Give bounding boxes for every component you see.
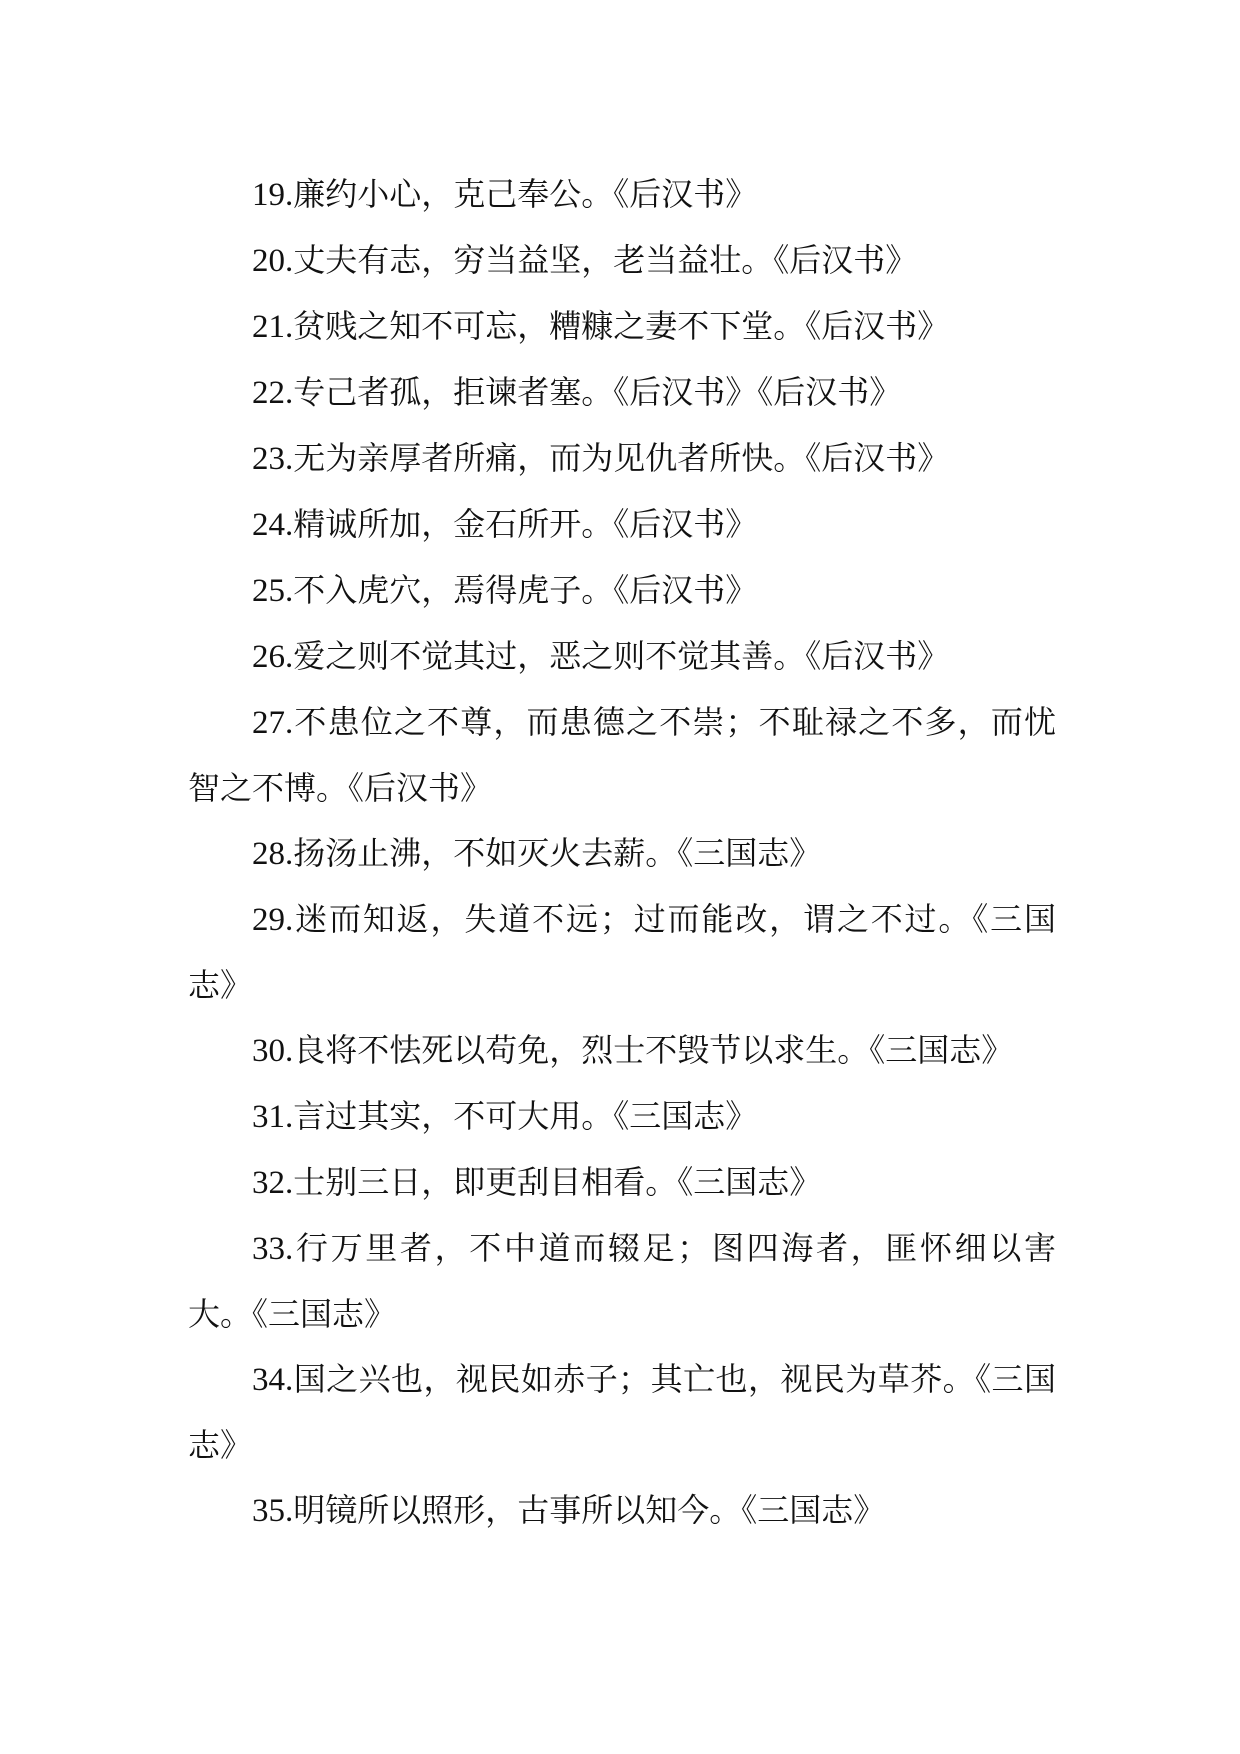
- quote-number: 26.: [252, 639, 294, 675]
- quote-item: [188, 624, 1056, 690]
- quote-text: 言过其实，不可大用。《三国志》: [293, 1097, 758, 1135]
- quote-text: 精诚所加，金石所开。《后汉书》: [293, 505, 758, 543]
- quote-number: 21.: [252, 309, 294, 345]
- quote-number: 28.: [252, 836, 294, 872]
- quote-item: [188, 1216, 1056, 1347]
- quote-number: 27.: [252, 705, 294, 741]
- quote-number: 24.: [252, 507, 294, 543]
- quote-text: 不入虎穴，焉得虎子。《后汉书》: [293, 571, 758, 609]
- quote-text: 士别三日，即更刮目相看。《三国志》: [293, 1163, 822, 1201]
- quote-item: [188, 1084, 1056, 1150]
- quote-text: 贫贱之知不可忘，糟糠之妻不下堂。《后汉书》: [293, 307, 950, 345]
- quote-text: 国之兴也，视民如赤子；其亡也，视民为草芥。《三国志》: [188, 1360, 1056, 1464]
- quote-item: [188, 426, 1056, 492]
- quote-text: 无为亲厚者所痛，而为见仇者所快。《后汉书》: [293, 439, 950, 477]
- quote-number: 29.: [252, 902, 294, 938]
- quote-item: [188, 558, 1056, 624]
- quote-text: 明镜所以照形，古事所以知今。《三国志》: [293, 1491, 886, 1529]
- quote-item: [188, 887, 1056, 1018]
- quote-number: 20.: [252, 243, 294, 279]
- quote-number: 35.: [252, 1493, 294, 1529]
- quote-number: 22.: [252, 375, 294, 411]
- quote-item: [188, 1478, 1056, 1544]
- quote-text: 爱之则不觉其过，恶之则不觉其善。《后汉书》: [293, 637, 950, 675]
- quote-item: [188, 1347, 1056, 1478]
- quote-number: 34.: [252, 1362, 294, 1398]
- quote-number: 31.: [252, 1099, 294, 1135]
- quote-number: 25.: [252, 573, 294, 609]
- quote-item: [188, 162, 1056, 228]
- quote-text: 迷而知返，失道不远；过而能改，谓之不过。《三国志》: [188, 900, 1056, 1004]
- quote-number: 32.: [252, 1165, 294, 1201]
- quote-list: [188, 162, 1056, 1544]
- quote-item: [188, 1018, 1056, 1084]
- quote-text: 行万里者，不中道而辍足；图四海者，匪怀细以害大。《三国志》: [188, 1229, 1056, 1333]
- quote-item: [188, 360, 1056, 426]
- quote-item: [188, 821, 1056, 887]
- quote-item: [188, 294, 1056, 360]
- quote-text: 良将不怯死以苟免，烈士不毁节以求生。《三国志》: [293, 1031, 1014, 1069]
- quote-text: 丈夫有志，穷当益坚，老当益壮。《后汉书》: [293, 241, 918, 279]
- quote-text: 扬汤止沸，不如灭火去薪。《三国志》: [293, 834, 822, 872]
- quote-item: [188, 228, 1056, 294]
- quote-item: [188, 492, 1056, 558]
- quote-item: [188, 690, 1056, 821]
- quote-text: 专己者孤，拒谏者塞。《后汉书》《后汉书》: [293, 373, 902, 411]
- quote-item: [188, 1150, 1056, 1216]
- quote-text: 不患位之不尊，而患德之不崇；不耻禄之不多，而忧智之不博。《后汉书》: [188, 703, 1056, 807]
- quote-number: 19.: [252, 177, 294, 213]
- quote-number: 23.: [252, 441, 294, 477]
- quote-number: 33.: [252, 1231, 294, 1267]
- quote-number: 30.: [252, 1033, 294, 1069]
- quote-text: 廉约小心，克己奉公。《后汉书》: [293, 175, 758, 213]
